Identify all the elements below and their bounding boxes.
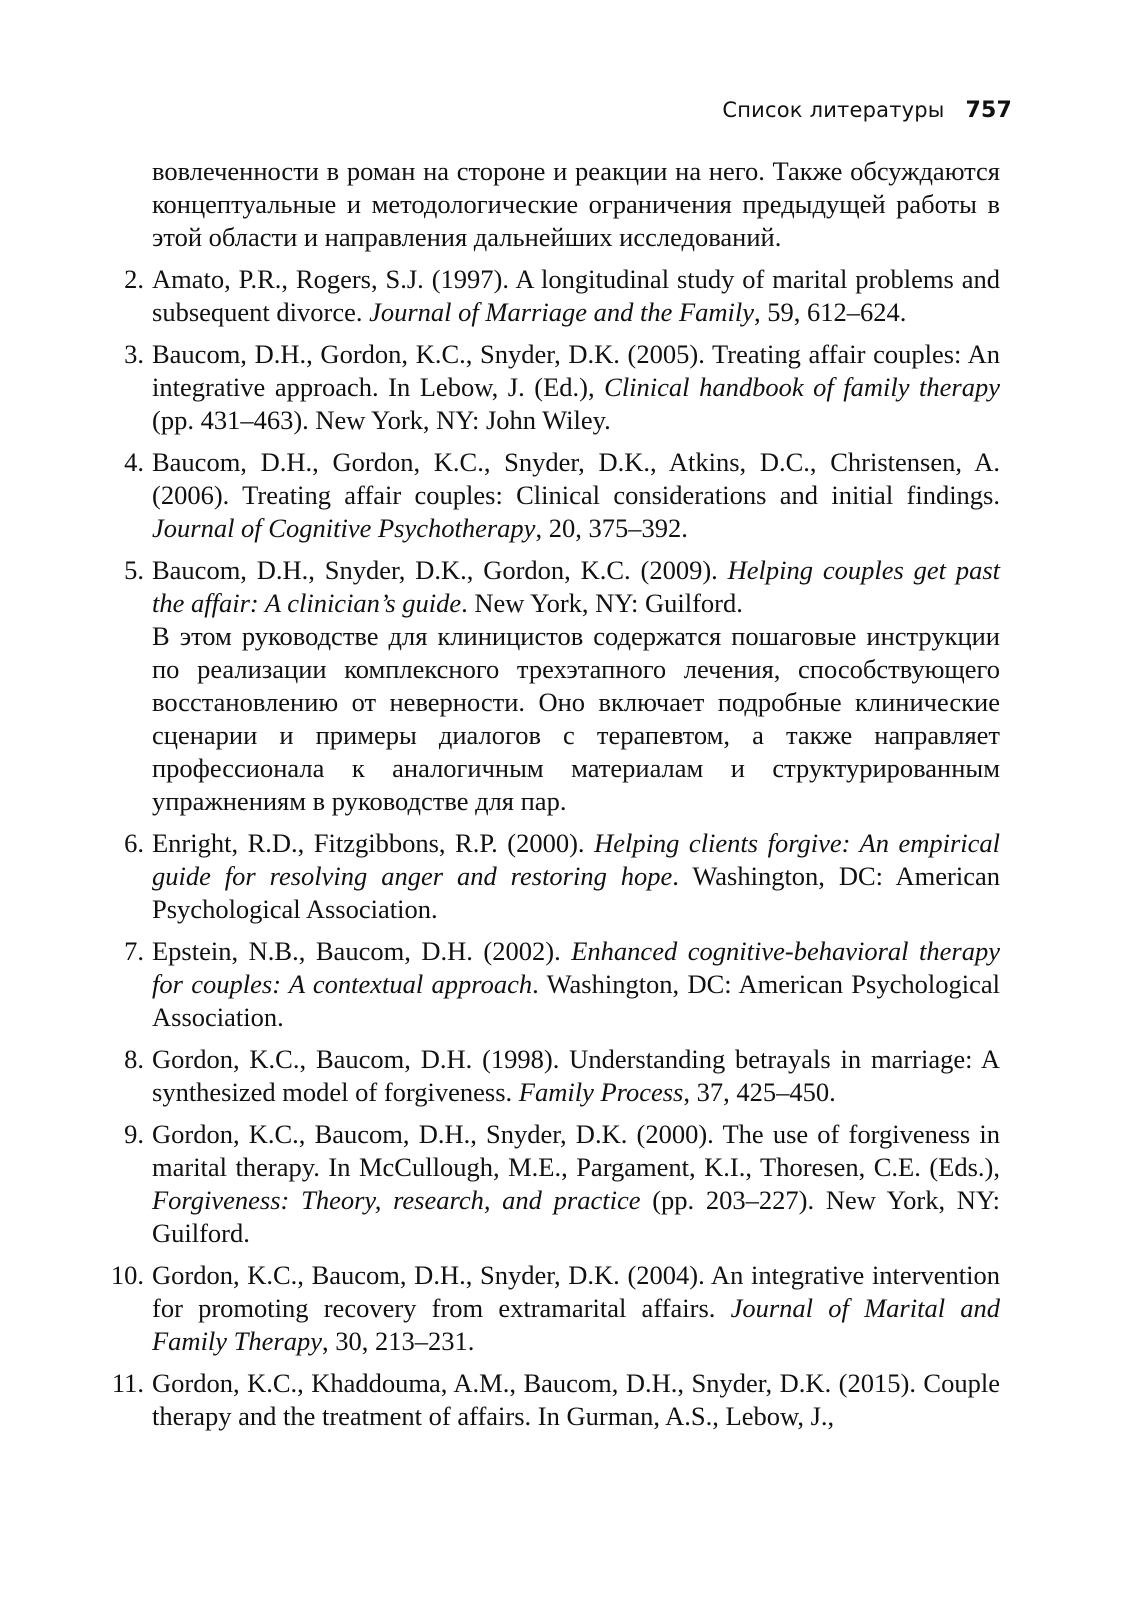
reference-publication-info: , 59, 612–624.: [754, 297, 907, 327]
reference-number: 6.: [124, 828, 144, 858]
reference-entry: [124, 935, 1001, 1034]
reference-text: [152, 1367, 1000, 1433]
page-number: 757: [965, 98, 1012, 123]
reference-authors-title: Enright, R.D., Fitzgibbons, R.P. (2000).: [152, 828, 585, 858]
reference-source-title: Forgiveness: Theory, research, and practice: [152, 1185, 641, 1215]
reference-entry: [110, 1259, 1001, 1358]
reference-source-title: Journal of Cognitive Psychotherapy: [152, 513, 536, 543]
reference-source-title: Enhanced cognitive-behavioral therapy for couples: A contextual approach: [152, 936, 1001, 999]
reference-text: [152, 1043, 1000, 1109]
reference-publication-info: , 30, 213–231.: [322, 1326, 475, 1356]
reference-authors-title: Gordon, K.C., Baucom, D.H., Snyder, D.K. (2004). An integrative intervention for promoting recovery from extramarital affairs.: [152, 1260, 1000, 1323]
reference-text: [152, 554, 1000, 620]
reference-entry: [124, 1118, 1001, 1250]
reference-publication-info: (pp. 431–463). New York, NY: John Wiley.: [152, 405, 611, 435]
reference-entry: [124, 827, 1001, 926]
reference-source-title: Helping couples get past the affair: A clinician’s guide: [152, 555, 1001, 618]
reference-authors-title: Gordon, K.C., Baucom, D.H. (1998). Understanding betrayals in marriage: A synthesized model of forgiveness.: [152, 1044, 1000, 1107]
reference-text: [152, 263, 1000, 329]
running-head: [722, 98, 1012, 123]
reference-authors-title: Gordon, K.C., Baucom, D.H., Snyder, D.K. (2000). The use of forgiveness in marital therapy. In McCullough, M.E., Pargament, K.I., Thoresen, C.E. (Eds.),: [152, 1119, 1000, 1182]
reference-list: [110, 155, 1001, 1433]
reference-entry: [124, 446, 1000, 545]
reference-source-title: Journal of Marriage and the Family: [369, 297, 755, 327]
reference-source-title: Family Process: [518, 1077, 684, 1107]
reference-authors-title: Amato, P.R., Rogers, S.J. (1997). A longitudinal study of marital problems and subsequent divorce.: [152, 264, 1000, 327]
reference-annotation: В этом руководстве для клиницистов содержатся пошаговые инструкции по реализации комплексного трехэтапного лечения, способствующего восстановлению от неверности. Оно включает подробные клинические сценарии и примеры диалогов с терапевтом, а также направляет профессионала к аналогичным материалам и структурированным упражнениям в руководстве для пар.: [152, 621, 1000, 816]
reference-number: 7.: [124, 936, 144, 966]
reference-text: [152, 1259, 1000, 1358]
reference-source-title: Clinical handbook of family therapy: [604, 372, 1001, 402]
reference-entry: [111, 1367, 1000, 1433]
reference-number: 4.: [124, 447, 144, 477]
reference-publication-info: (pp. 203–227). New York, NY: Guilford.: [152, 1185, 1001, 1248]
reference-number: 3.: [124, 339, 144, 369]
reference-text: [152, 935, 1000, 1034]
reference-number: 10.: [110, 1260, 144, 1290]
reference-entry: [124, 338, 1001, 437]
reference-publication-info: . Washington, DC: American Psychological Association.: [152, 861, 1000, 924]
reference-text: [152, 827, 1000, 926]
reference-number: 8.: [124, 1044, 144, 1074]
reference-source-title: Helping clients forgive: An empirical guide for resolving anger and restoring hope: [152, 828, 1001, 891]
reference-number: 11.: [111, 1368, 144, 1398]
reference-number: 5.: [124, 555, 144, 585]
reference-publication-info: . New York, NY: Guilford.: [461, 588, 743, 618]
reference-text: [152, 338, 1000, 437]
reference-authors-title: Baucom, D.H., Gordon, K.C., Snyder, D.K. (2005). Treating affair couples: An integrative approach. In Lebow, J. (Ed.),: [152, 339, 1000, 402]
reference-publication-info: . Washington, DC: American Psychological Association.: [152, 969, 1000, 1032]
reference-entry: [124, 263, 1000, 329]
reference-publication-info: , 20, 375–392.: [535, 513, 688, 543]
reference-entries: [110, 263, 1001, 1433]
reference-entry: [124, 1043, 1000, 1109]
reference-number: 2.: [124, 264, 144, 294]
reference-publication-info: , 37, 425–450.: [683, 1077, 836, 1107]
reference-source-title: Journal of Marital and Family Therapy: [152, 1293, 1001, 1356]
reference-authors-title: Gordon, K.C., Khaddouma, A.M., Baucom, D.H., Snyder, D.K. (2015). Couple therapy and the treatment of affairs. In Gurman, A.S., Lebow, J.,: [152, 1368, 1000, 1431]
running-head-title: Список литературы: [722, 98, 945, 122]
reference-entry: [124, 554, 1001, 818]
continuation-paragraph: вовлеченности в роман на стороне и реакции на него. Также обсуждаются концептуальные и методологические ограничения предыдущей работы в этой области и направления дальнейших исследований.: [152, 156, 1000, 252]
reference-text: [152, 1118, 1000, 1250]
reference-authors-title: Baucom, D.H., Gordon, K.C., Snyder, D.K., Atkins, D.C., Christensen, A. (2006). Treating affair couples: Clinical considerations and initial findings.: [152, 447, 1000, 510]
reference-authors-title: Epstein, N.B., Baucom, D.H. (2002).: [152, 936, 561, 966]
reference-number: 9.: [124, 1119, 144, 1149]
reference-text: [152, 446, 1000, 545]
reference-authors-title: Baucom, D.H., Snyder, D.K., Gordon, K.C. (2009).: [152, 555, 718, 585]
